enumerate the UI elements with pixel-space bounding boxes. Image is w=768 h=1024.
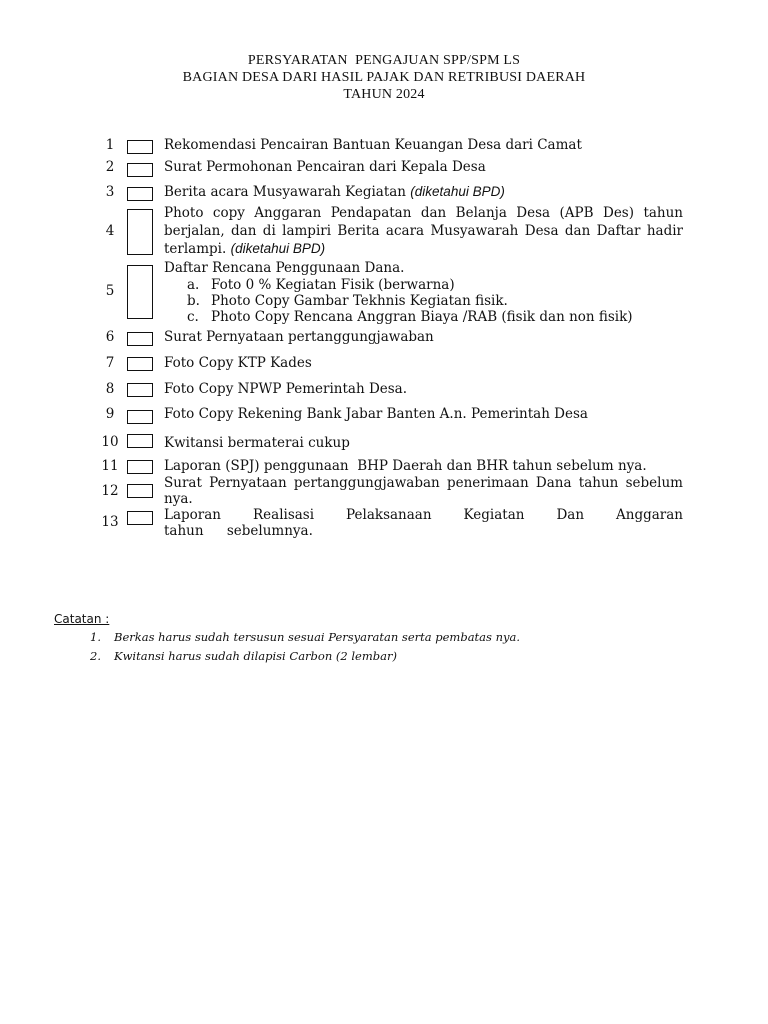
sub-item-letter: c. [187, 309, 199, 325]
item-text: Daftar Rencana Penggunaan Dana. [164, 260, 405, 276]
item-text-main: Laporan Realisasi Pelaksanaan Kegiatan Dan Anggaran tahun sebelumnya. [164, 507, 683, 539]
checkbox[interactable] [127, 383, 153, 397]
notes-title: Catatan : [54, 612, 110, 626]
item-number: 12 [101, 483, 119, 499]
item-number: 5 [105, 283, 115, 299]
sub-item-letter: a. [187, 277, 200, 293]
sub-item [187, 309, 633, 325]
item-number: 10 [101, 434, 119, 450]
item-text [164, 204, 683, 258]
item-number: 2 [105, 159, 115, 175]
checkbox[interactable] [127, 332, 153, 346]
note-number: 2. [90, 649, 101, 663]
checkbox[interactable] [127, 434, 153, 448]
item-number: 8 [105, 381, 115, 397]
item-text: Laporan (SPJ) penggunaan BHP Daerah dan BHR tahun sebelum nya. [164, 458, 647, 474]
checkbox[interactable] [127, 410, 153, 424]
item-number: 6 [105, 329, 115, 345]
sub-item-text: Foto 0 % Kegiatan Fisik (berwarna) [211, 277, 455, 293]
document-header [0, 52, 768, 103]
item-text-main: Berita acara Musyawarah Kegiatan [164, 184, 411, 200]
sub-item [187, 277, 455, 293]
note-text: Kwitansi harus sudah dilapisi Carbon (2 lembar) [114, 649, 397, 663]
item-text: Kwitansi bermaterai cukup [164, 435, 350, 451]
sub-item-letter: b. [187, 293, 200, 309]
item-text: Foto Copy Rekening Bank Jabar Banten A.n. Pemerintah Desa [164, 406, 588, 422]
item-text: Foto Copy NPWP Pemerintah Desa. [164, 381, 408, 397]
note-number: 1. [90, 630, 101, 644]
item-text: Surat Pernyataan pertanggungjawaban [164, 329, 434, 345]
checkbox[interactable] [127, 209, 153, 255]
checkbox[interactable] [127, 187, 153, 201]
item-number: 1 [105, 137, 115, 153]
note-item [90, 649, 397, 663]
item-text: Foto Copy KTP Kades [164, 355, 312, 371]
item-text: Surat Pernyataan pertanggungjawaban penerimaan Dana tahun sebelum nya. [164, 475, 683, 507]
item-note: (diketahui BPD) [230, 241, 326, 256]
item-number: 11 [101, 458, 119, 474]
checkbox[interactable] [127, 163, 153, 177]
item-text: Rekomendasi Pencairan Bantuan Keuangan Desa dari Camat [164, 137, 582, 153]
item-text: Surat Permohonan Pencairan dari Kepala Desa [164, 159, 486, 175]
checkbox[interactable] [127, 484, 153, 498]
item-number: 9 [105, 406, 115, 422]
sub-item-text: Photo Copy Rencana Anggran Biaya /RAB (fisik dan non fisik) [211, 309, 633, 325]
checkbox[interactable] [127, 460, 153, 474]
sub-item [187, 293, 508, 309]
note-text: Berkas harus sudah tersusun sesuai Persyaratan serta pembatas nya. [114, 630, 521, 644]
checkbox[interactable] [127, 357, 153, 371]
header-line-1: PERSYARATAN PENGAJUAN SPP/SPM LS [247, 53, 521, 68]
item-note: (diketahui BPD) [410, 184, 505, 199]
sub-item-text: Photo Copy Gambar Tekhnis Kegiatan fisik. [211, 293, 508, 309]
checkbox[interactable] [127, 511, 153, 525]
item-number: 7 [105, 355, 115, 371]
checkbox[interactable] [127, 140, 153, 154]
item-text [164, 507, 683, 539]
note-item [90, 630, 520, 644]
item-number: 3 [105, 184, 115, 200]
header-line-2: BAGIAN DESA DARI HASIL PAJAK DAN RETRIBUSI DAERAH [182, 70, 586, 85]
checkbox[interactable] [127, 265, 153, 319]
item-text [164, 183, 683, 201]
item-text-main: Photo copy Anggaran Pendapatan dan Belanja Desa (APB Des) tahun berjalan, dan di lampiri Berita acara Musyawarah Desa dan Daftar hadir terlampi. [164, 205, 683, 257]
item-number: 4 [105, 223, 115, 239]
header-line-3: TAHUN 2024 [343, 87, 425, 102]
item-number: 13 [101, 514, 119, 530]
